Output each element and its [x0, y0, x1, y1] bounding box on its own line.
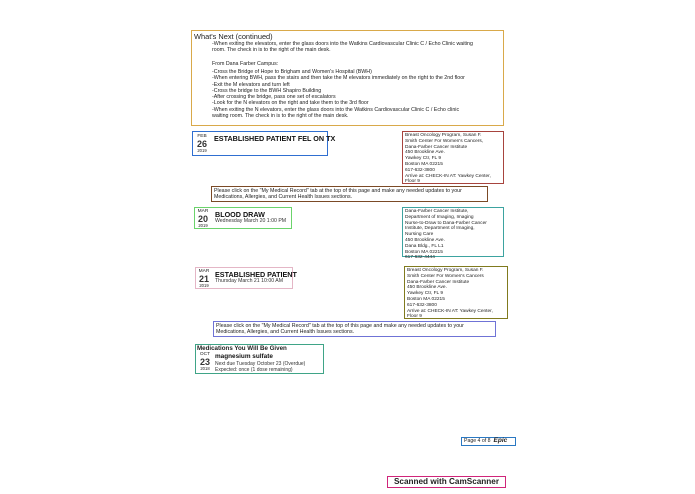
- appointment-1-header: [192, 131, 336, 156]
- location-line: Department of Imaging, Imaging: [405, 214, 474, 220]
- location-line: Dana Bldg., FL L1: [405, 243, 444, 249]
- notice-line: Please click on the "My Medical Record" tab at the top of this page and make any needed updates to your: [214, 188, 462, 194]
- location-line: Dana-Farber Cancer Institute,: [405, 209, 469, 214]
- location-line: Yawkey Ctr, FL 9: [407, 291, 443, 297]
- medications-section: [195, 344, 324, 374]
- date-month: MAR: [197, 209, 209, 214]
- appointment-1-title: ESTABLISHED PATIENT FEL ON TX: [214, 134, 336, 143]
- date-year: 2019: [199, 282, 209, 288]
- date-month: OCT: [199, 352, 211, 357]
- appointment-1-date: [194, 135, 210, 153]
- location-line: 450 Brookline Ave.: [405, 237, 445, 243]
- location-line: Breast Oncology Program, Susan F.: [405, 133, 482, 138]
- date-day: 21: [198, 273, 209, 284]
- location-line: Boston MA 02215: [405, 161, 443, 167]
- location-line: Boston MA 02215: [407, 296, 445, 302]
- whats-next-section: [191, 30, 504, 126]
- page-footer: [461, 437, 516, 446]
- notice-line: Medications, Allergies, and Current Health Issues sections.: [216, 329, 355, 336]
- location-line: Smith Center For Women's Cancers: [407, 273, 484, 279]
- date-month: FEB: [197, 134, 207, 139]
- medical-record-notice-1: [211, 186, 488, 202]
- whats-next-line: room. The check in is to the right of the main desk.: [212, 47, 331, 54]
- whats-next-title: What's Next (continued): [194, 32, 273, 41]
- date-day: 23: [199, 356, 210, 367]
- whats-next-line: -When exiting the N elevators, enter the glass doors into the Watkins Cardiovascular Clinic C / Echo clinic: [212, 106, 460, 113]
- appointment-2-title: BLOOD DRAW: [215, 210, 265, 219]
- location-line: Breast Oncology Program, Susan F.: [407, 268, 484, 273]
- location-line: 617-632-3800: [405, 167, 435, 173]
- location-line: Floor 9: [407, 314, 422, 320]
- whats-next-line: waiting room. The check in is to the right of the main desk.: [212, 113, 349, 120]
- appointment-1-location: [402, 131, 504, 184]
- appointment-2-header: [194, 207, 292, 229]
- whats-next-lines-b: [212, 69, 465, 119]
- medication-date: [197, 353, 213, 371]
- location-line: Nursing Care: [405, 232, 434, 238]
- location-line: 617-632-4444: [405, 255, 435, 261]
- location-line: Institute, Department of Imaging,: [405, 226, 475, 232]
- appointment-3-location: [404, 266, 508, 319]
- date-month: MAR: [198, 269, 210, 274]
- date-day: 26: [196, 138, 207, 149]
- location-line: Nurse-to-Draw to Dana-Farber Cancer: [405, 220, 487, 226]
- appointment-2-date: [195, 210, 211, 228]
- date-year: 2019: [198, 222, 208, 228]
- location-line: 450 Brookline Ave.: [405, 150, 445, 156]
- appointment-3-date: [196, 270, 212, 288]
- camscanner-badge: Scanned with CamScanner: [387, 476, 506, 488]
- whats-next-line: -Cross the Bridge of Hope to Brigham and Women's Hospital (BWH): [212, 69, 372, 75]
- date-day: 20: [197, 213, 208, 224]
- appointment-3-subtitle: Thursday March 21 10:00 AM: [215, 278, 284, 284]
- whats-next-line: -After crossing the bridge, pass one set of escalators: [212, 94, 336, 101]
- medications-header: Medications You Will Be Given: [197, 345, 287, 352]
- whats-next-line: -Exit the M elevators and turn left: [212, 81, 290, 88]
- appointment-3-header: [195, 267, 297, 289]
- medication-due: Next due Tuesday October 23 (Overdue): [215, 361, 306, 367]
- epic-logo: Epic: [493, 437, 508, 444]
- location-line: Arrive at: CHECK-IN AT: Yawkey Center,: [405, 173, 491, 179]
- location-line: Smith Center For Women's Cancers,: [405, 138, 484, 144]
- location-line: Floor 9: [405, 179, 420, 185]
- notice-line: Please click on the "My Medical Record" tab at the top of this page and make any needed updates to your: [216, 323, 464, 329]
- location-line: Yawkey Ctr, FL 9: [405, 156, 441, 162]
- location-line: Arrive at: CHECK-IN AT: Yawkey Center,: [407, 308, 493, 314]
- page-number: Page 4 of 8: [464, 438, 491, 444]
- location-line: Boston MA 02215: [405, 249, 443, 255]
- location-line: 450 Brookline Ave.: [407, 285, 447, 291]
- whats-next-line: -Cross the bridge to the BWH Shapiro Building: [212, 87, 322, 94]
- location-line: Dana-Farber Cancer Institute: [407, 279, 470, 285]
- whats-next-line: -When exiting the elevators, enter the glass doors into the Watkins Cardiovascular Clinic C / Echo Clinic waiting: [212, 41, 473, 47]
- date-year: 2019: [197, 147, 207, 153]
- whats-next-lines-a: [212, 41, 473, 54]
- campus-label: From Dana Farber Campus:: [212, 61, 279, 67]
- notice-line: Medications, Allergies, and Current Health Issues sections.: [214, 194, 353, 201]
- medical-record-notice-2: [213, 321, 496, 337]
- whats-next-line: -When entering BWH, pass the stairs and then take the M elevators immediately on the right to the 2nd floor: [212, 75, 465, 82]
- appointment-3-title: ESTABLISHED PATIENT: [215, 270, 297, 279]
- date-year: 2018: [200, 365, 210, 371]
- medication-expected: Expected: once (1 dose remaining): [215, 367, 293, 373]
- medication-name: magnesium sulfate: [215, 353, 273, 360]
- appointment-2-location: [402, 207, 504, 261]
- whats-next-line: -Look for the N elevators on the right and take them to the 3rd floor: [212, 100, 369, 107]
- location-line: Dana-Farber Cancer Institute: [405, 144, 468, 150]
- appointment-2-subtitle: Wednesday March 20 1:00 PM: [215, 218, 287, 224]
- location-line: 617-632-3800: [407, 302, 437, 308]
